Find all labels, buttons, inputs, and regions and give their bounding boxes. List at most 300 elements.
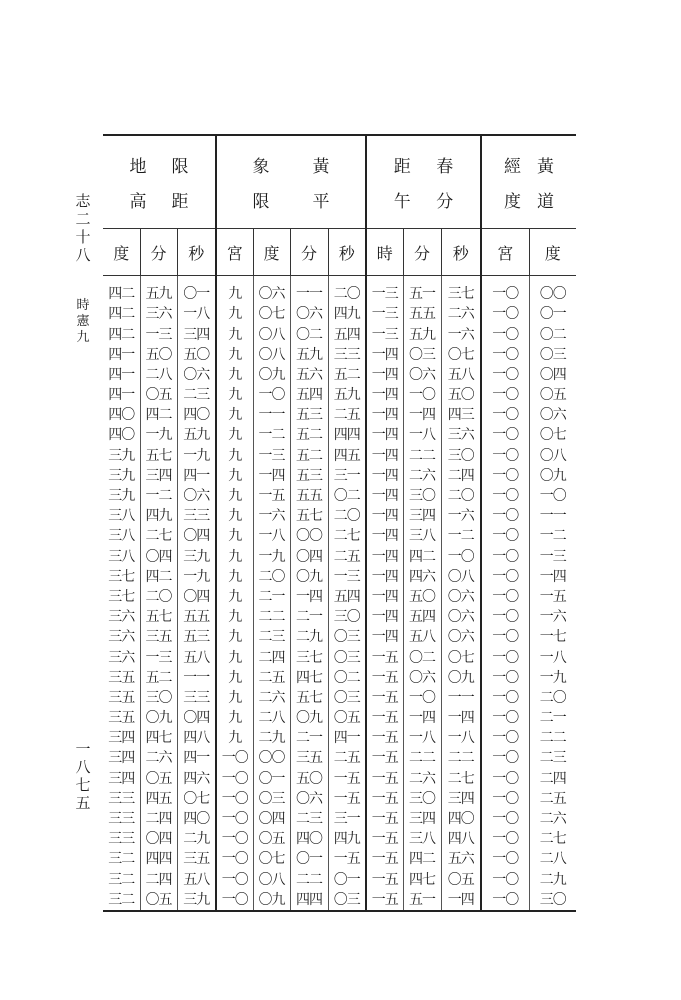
table-cell: 四〇 <box>108 427 135 444</box>
table-cell: 四二 <box>403 849 441 869</box>
table-cell: 二〇 <box>529 688 576 708</box>
table-cell: 三六 <box>108 609 135 626</box>
table-cell: 〇一 <box>290 849 328 869</box>
table-cell: 五二 <box>290 425 328 445</box>
table-cell: 三九 <box>108 467 135 484</box>
table-cell: 一二 <box>441 526 481 546</box>
table-cell: 〇六 <box>177 365 216 385</box>
table-cell: 二九 <box>177 829 216 849</box>
table-cell: 二四 <box>529 769 576 789</box>
table-cell: 一六 <box>441 506 481 526</box>
table-cell: 三五 <box>290 748 328 768</box>
table-cell: 二五 <box>328 748 366 768</box>
table-cell: 一三 <box>140 324 177 344</box>
table-cell: 一五 <box>366 708 403 728</box>
table-cell: 九 <box>216 324 253 344</box>
table-cell: 一五 <box>366 849 403 869</box>
table-cell: 〇五 <box>441 870 481 890</box>
table-cell: 一六 <box>529 607 576 627</box>
table-cell: 三八 <box>403 829 441 849</box>
table-cell: 二六 <box>403 769 441 789</box>
table-cell: 〇四 <box>290 547 328 567</box>
table-cell: 五〇 <box>441 385 481 405</box>
table-cell: 一五 <box>366 688 403 708</box>
table-cell: 一六 <box>253 506 290 526</box>
table-cell: 四二 <box>108 306 135 323</box>
table-cell: 三二 <box>108 891 135 908</box>
table-cell: 九 <box>216 405 253 425</box>
table-cell: 五八 <box>441 365 481 385</box>
table-cell: 〇一 <box>328 870 366 890</box>
table-cell: 三三 <box>108 831 135 848</box>
table-cell: 一〇 <box>253 385 290 405</box>
table-cell: 〇一 <box>253 769 290 789</box>
table-cell: 九 <box>216 506 253 526</box>
table-cell: 四四 <box>328 425 366 445</box>
table-cell: 三四 <box>403 809 441 829</box>
table-row <box>103 547 576 567</box>
table-cell: 〇六 <box>441 587 481 607</box>
table-cell: 四九 <box>328 829 366 849</box>
table-cell: 〇一 <box>529 304 576 324</box>
table-cell: 一〇 <box>481 809 529 829</box>
table-cell: 一〇 <box>481 789 529 809</box>
table-cell: 一九 <box>253 547 290 567</box>
table-cell: 五二 <box>140 668 177 688</box>
table-cell: 五四 <box>328 587 366 607</box>
table-cell: 一一 <box>177 668 216 688</box>
table-row <box>103 708 576 728</box>
side-char: 時 <box>76 298 90 313</box>
table-cell: 九 <box>216 486 253 506</box>
table-cell: 三三 <box>108 790 135 807</box>
table-cell: 一八 <box>403 425 441 445</box>
table-cell: 二二 <box>529 728 576 748</box>
unit-header: 分 <box>140 229 177 276</box>
table-cell: 二四 <box>140 809 177 829</box>
table-cell: 〇九 <box>441 668 481 688</box>
table-cell: 四六 <box>403 567 441 587</box>
table-cell: 五五 <box>290 486 328 506</box>
table-cell: 二六 <box>441 304 481 324</box>
table-cell: 一〇 <box>216 748 253 768</box>
table-cell: 九 <box>216 276 253 305</box>
unit-header: 度 <box>253 229 290 276</box>
table-cell: 二六 <box>140 748 177 768</box>
table-cell: 一四 <box>366 627 403 647</box>
table-cell: 一一 <box>253 405 290 425</box>
table-cell: 二六 <box>529 809 576 829</box>
side-char: 九 <box>76 330 90 345</box>
table-cell: 四二 <box>140 567 177 587</box>
table-cell: 一五 <box>366 748 403 768</box>
table-cell: 一〇 <box>441 547 481 567</box>
table-cell: 一〇 <box>216 809 253 829</box>
table-cell: 四九 <box>328 304 366 324</box>
table-cell: 一〇 <box>481 506 529 526</box>
table-cell: 四二 <box>108 326 135 343</box>
table-cell: 一〇 <box>481 688 529 708</box>
table-cell: 〇四 <box>140 829 177 849</box>
table-cell: 一二 <box>529 526 576 546</box>
table-cell: 一〇 <box>481 324 529 344</box>
table-row <box>103 849 576 869</box>
table-cell: 五九 <box>140 276 177 305</box>
table-cell: 九 <box>216 647 253 667</box>
group-header-char: 高 <box>129 192 147 212</box>
table-cell: 〇五 <box>529 385 576 405</box>
unit-header: 秒 <box>441 229 481 276</box>
table-row <box>103 486 576 506</box>
group-header-char: 春 <box>436 157 454 177</box>
table-cell: 〇九 <box>290 567 328 587</box>
table-cell: 〇三 <box>328 688 366 708</box>
table-cell: 〇三 <box>529 345 576 365</box>
table-cell: 二七 <box>529 829 576 849</box>
table-cell: 一二 <box>253 425 290 445</box>
table-cell: 〇九 <box>529 466 576 486</box>
table-cell: 三一 <box>328 466 366 486</box>
table-cell: 二〇 <box>328 276 366 305</box>
table-cell: 五九 <box>328 385 366 405</box>
table-cell: 九 <box>216 567 253 587</box>
table-cell: 三六 <box>108 629 135 646</box>
table-cell: 三五 <box>108 689 135 706</box>
table-cell: 五七 <box>140 607 177 627</box>
table-cell: 五〇 <box>177 345 216 365</box>
table-cell: 五九 <box>290 345 328 365</box>
table-cell: 一八 <box>441 728 481 748</box>
table-row <box>103 668 576 688</box>
table-cell: 二二 <box>253 607 290 627</box>
table-row <box>103 567 576 587</box>
table-cell: 〇五 <box>140 385 177 405</box>
table-cell: 二二 <box>403 446 441 466</box>
table-cell: 九 <box>216 668 253 688</box>
side-char: 八 <box>75 246 91 264</box>
table-cell: 二一 <box>290 607 328 627</box>
side-char: 五 <box>75 794 91 812</box>
table-cell: 一一 <box>529 506 576 526</box>
table-cell: 九 <box>216 627 253 647</box>
unit-header: 秒 <box>177 229 216 276</box>
table-cell: 三六 <box>441 425 481 445</box>
table-cell: 〇〇 <box>253 748 290 768</box>
table-cell: 九 <box>216 547 253 567</box>
table-cell: 一四 <box>366 466 403 486</box>
table-cell: 四二 <box>403 547 441 567</box>
table-cell: 一五 <box>366 809 403 829</box>
group-header-char: 午 <box>393 192 411 212</box>
table-cell: 〇七 <box>253 304 290 324</box>
table-cell: 一一 <box>290 276 328 305</box>
table-cell: 一〇 <box>216 870 253 890</box>
group-header-char: 地 <box>129 157 147 177</box>
table-row <box>103 748 576 768</box>
group-header-char: 經 <box>504 157 522 177</box>
group-header-char: 道 <box>537 192 555 212</box>
table-cell: 一四 <box>441 890 481 911</box>
table-cell: 一〇 <box>481 607 529 627</box>
table-cell: 〇四 <box>177 708 216 728</box>
table-cell: 五九 <box>177 425 216 445</box>
table-row <box>103 607 576 627</box>
table-cell: 九 <box>216 446 253 466</box>
table-cell: 二三 <box>253 627 290 647</box>
side-char: 二 <box>75 210 91 228</box>
table-cell: 一〇 <box>481 466 529 486</box>
table-cell: 一四 <box>366 607 403 627</box>
table-cell: 一〇 <box>403 688 441 708</box>
side-char: 十 <box>75 228 91 246</box>
table-cell: 五二 <box>290 446 328 466</box>
table-cell: 三三 <box>177 688 216 708</box>
table-cell: 二五 <box>328 547 366 567</box>
table-cell: 一四 <box>366 345 403 365</box>
table-cell: 一四 <box>366 385 403 405</box>
table-cell: 一三 <box>366 304 403 324</box>
side-char: 七 <box>75 776 91 794</box>
table-cell: 五三 <box>290 405 328 425</box>
group-header-char: 限 <box>252 192 270 212</box>
table-cell: 五六 <box>290 365 328 385</box>
group-header-2 <box>216 135 366 229</box>
table-cell: 四〇 <box>177 809 216 829</box>
table-cell: 四四 <box>290 890 328 911</box>
table-cell: 二九 <box>290 627 328 647</box>
table-cell: 四七 <box>403 870 441 890</box>
table-cell: 一三 <box>140 647 177 667</box>
table-cell: 一〇 <box>481 587 529 607</box>
table-cell: 四五 <box>328 446 366 466</box>
table-cell: 一五 <box>366 829 403 849</box>
table-cell: 一〇 <box>481 365 529 385</box>
table-cell: 三四 <box>177 324 216 344</box>
table-cell: 九 <box>216 688 253 708</box>
table-cell: 三二 <box>108 871 135 888</box>
table-cell: 二〇 <box>328 506 366 526</box>
table-cell: 四三 <box>441 405 481 425</box>
table-cell: 四〇 <box>441 809 481 829</box>
table-row <box>103 466 576 486</box>
group-header-1 <box>103 135 216 229</box>
side-page-number <box>72 740 94 812</box>
table-cell: 五〇 <box>140 345 177 365</box>
table-cell: 五七 <box>290 506 328 526</box>
unit-header: 時 <box>366 229 403 276</box>
table-cell: 二一 <box>253 587 290 607</box>
table-cell: 四二 <box>140 405 177 425</box>
table-cell: 二七 <box>441 769 481 789</box>
table-row <box>103 829 576 849</box>
table-cell: 三四 <box>108 730 135 747</box>
table-cell: 〇八 <box>253 324 290 344</box>
table-cell: 二五 <box>328 405 366 425</box>
table-cell: 〇四 <box>177 587 216 607</box>
table-cell: 五六 <box>441 849 481 869</box>
table-cell: 一〇 <box>481 748 529 768</box>
table-cell: 九 <box>216 425 253 445</box>
unit-header: 秒 <box>328 229 366 276</box>
table-cell: 二〇 <box>140 587 177 607</box>
side-subtitle <box>72 298 94 346</box>
table-cell: 〇九 <box>140 708 177 728</box>
table-cell: 一〇 <box>481 486 529 506</box>
table-cell: 四一 <box>177 748 216 768</box>
table-cell: 〇六 <box>403 365 441 385</box>
table-cell: 五五 <box>177 607 216 627</box>
table-row <box>103 789 576 809</box>
table-cell: 三七 <box>290 647 328 667</box>
table-cell: 二六 <box>403 466 441 486</box>
table-cell: 一四 <box>366 446 403 466</box>
table-cell: 二四 <box>441 466 481 486</box>
table-row <box>103 809 576 829</box>
table-row <box>103 647 576 667</box>
table-cell: 九 <box>216 526 253 546</box>
table-cell: 三四 <box>441 789 481 809</box>
table-cell: 一五 <box>366 890 403 911</box>
table-cell: 三〇 <box>328 607 366 627</box>
group-header-char: 黃 <box>312 157 330 177</box>
table-cell: 一八 <box>403 728 441 748</box>
table-cell: 五九 <box>403 324 441 344</box>
group-header-char: 平 <box>312 192 330 212</box>
table-cell: 五八 <box>177 647 216 667</box>
table-cell: 三三 <box>108 811 135 828</box>
table-cell: 一九 <box>529 668 576 688</box>
table-cell: 一四 <box>529 567 576 587</box>
table-cell: 〇四 <box>529 365 576 385</box>
table-cell: 一〇 <box>216 829 253 849</box>
table-cell: 四二 <box>108 286 135 303</box>
table-cell: 九 <box>216 304 253 324</box>
table-cell: 〇七 <box>441 345 481 365</box>
table-body <box>103 276 576 912</box>
table-cell: 一〇 <box>481 769 529 789</box>
table-cell: 三八 <box>108 548 135 565</box>
table-cell: 三八 <box>403 526 441 546</box>
table-cell: 五三 <box>177 627 216 647</box>
table-cell: 〇八 <box>529 446 576 466</box>
table-cell: 二一 <box>290 728 328 748</box>
table-row <box>103 405 576 425</box>
table-cell: 一〇 <box>481 708 529 728</box>
table-cell: 四一 <box>108 346 135 363</box>
table-cell: 二二 <box>441 748 481 768</box>
table-cell: 五一 <box>403 276 441 305</box>
table-cell: 一四 <box>441 708 481 728</box>
table-cell: 一〇 <box>481 385 529 405</box>
table-cell: 二五 <box>529 789 576 809</box>
table-cell: 九 <box>216 466 253 486</box>
table-cell: 一三 <box>366 324 403 344</box>
table-cell: 一三 <box>366 276 403 305</box>
table-row <box>103 506 576 526</box>
table-cell: 二九 <box>529 870 576 890</box>
table-cell: 〇三 <box>328 627 366 647</box>
table-cell: 五七 <box>290 688 328 708</box>
table-cell: 二四 <box>140 870 177 890</box>
table-cell: 一三 <box>328 567 366 587</box>
table-cell: 九 <box>216 365 253 385</box>
unit-header: 宮 <box>481 229 529 276</box>
table-cell: 〇〇 <box>290 526 328 546</box>
table-cell: 一〇 <box>481 567 529 587</box>
group-header-3 <box>366 135 481 229</box>
table-row <box>103 304 576 324</box>
table-cell: 一五 <box>366 647 403 667</box>
table-cell: 一三 <box>529 547 576 567</box>
table-cell: 四八 <box>441 829 481 849</box>
table-cell: 一四 <box>366 425 403 445</box>
table-cell: 三二 <box>108 851 135 868</box>
table-cell: 四一 <box>177 466 216 486</box>
table-cell: 一〇 <box>481 425 529 445</box>
table-cell: 一八 <box>253 526 290 546</box>
table-cell: 二三 <box>529 748 576 768</box>
table-row <box>103 769 576 789</box>
table-cell: 三四 <box>108 750 135 767</box>
table-cell: 二六 <box>253 688 290 708</box>
table-cell: 一四 <box>366 365 403 385</box>
table-cell: 一四 <box>366 567 403 587</box>
table-cell: 四九 <box>140 506 177 526</box>
table-cell: 五三 <box>290 466 328 486</box>
side-char: 憲 <box>76 314 90 329</box>
table-cell: 九 <box>216 587 253 607</box>
group-header-char: 度 <box>504 192 522 212</box>
table-cell: 一四 <box>290 587 328 607</box>
table-cell: 一〇 <box>481 547 529 567</box>
table-cell: 〇六 <box>441 607 481 627</box>
table-cell: 一六 <box>441 324 481 344</box>
table-cell: 二九 <box>253 728 290 748</box>
table-cell: 五五 <box>403 304 441 324</box>
table-cell: 九 <box>216 385 253 405</box>
table-cell: 一〇 <box>481 276 529 305</box>
table-cell: 〇七 <box>253 849 290 869</box>
table-cell: 五一 <box>403 890 441 911</box>
table-cell: 三〇 <box>403 486 441 506</box>
table-cell: 〇三 <box>328 647 366 667</box>
table-cell: 一四 <box>366 587 403 607</box>
table-cell: 二四 <box>253 647 290 667</box>
table-cell: 一〇 <box>481 668 529 688</box>
group-header-char: 分 <box>436 192 454 212</box>
table-cell: 〇五 <box>140 769 177 789</box>
table-cell: 一〇 <box>481 345 529 365</box>
table-cell: 三七 <box>108 588 135 605</box>
table-cell: 〇二 <box>290 324 328 344</box>
table-cell: 一八 <box>177 304 216 324</box>
table-cell: 五八 <box>177 870 216 890</box>
table-cell: 三九 <box>108 488 135 505</box>
table-cell: 一〇 <box>481 627 529 647</box>
table-cell: 〇四 <box>253 809 290 829</box>
table-cell: 〇九 <box>253 890 290 911</box>
table-cell: 一〇 <box>529 486 576 506</box>
table-cell: 一〇 <box>481 829 529 849</box>
table-cell: 〇九 <box>290 708 328 728</box>
table-cell: 〇九 <box>253 365 290 385</box>
table-cell: 五四 <box>403 607 441 627</box>
table-cell: 〇六 <box>253 276 290 305</box>
table-cell: 二一 <box>529 708 576 728</box>
table-cell: 三九 <box>177 547 216 567</box>
table-cell: 二七 <box>140 526 177 546</box>
table-cell: 一四 <box>366 506 403 526</box>
